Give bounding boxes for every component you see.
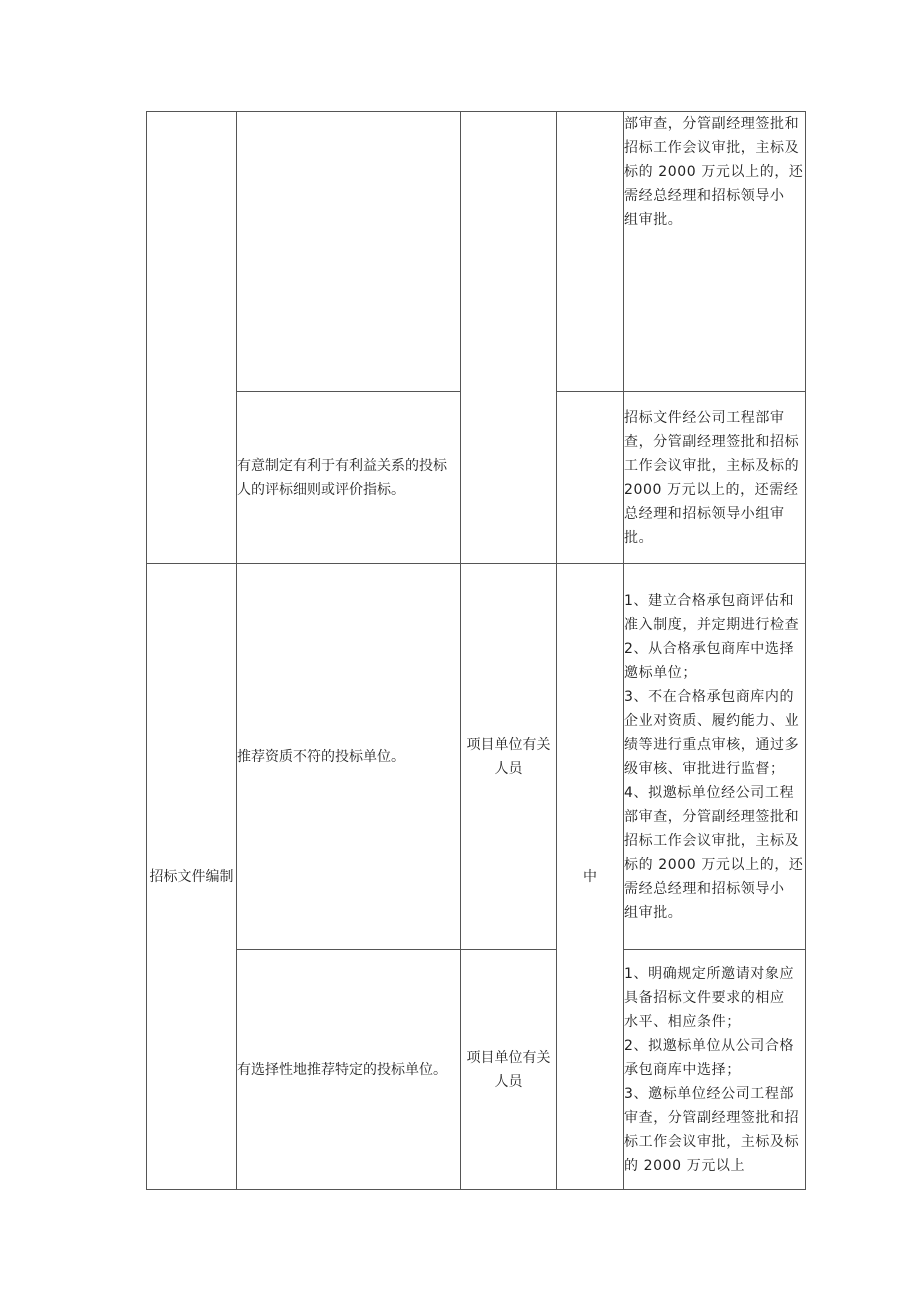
measure-line: 需经总经理和招标领导小 xyxy=(624,188,785,204)
table-row xyxy=(147,112,806,392)
control-measure-cell xyxy=(624,112,806,392)
measure-line: 招标工作会议审批，主标及 xyxy=(624,140,800,156)
risk-point-cell: 有选择性地推荐特定的投标单位。 xyxy=(237,950,461,1190)
measure-line: 招标工作会议审批，主标及 xyxy=(624,832,800,849)
stage-cell-empty xyxy=(147,112,237,564)
measure-line: 的 2000 万元以上 xyxy=(624,1157,746,1174)
control-measure-cell xyxy=(624,564,806,950)
measure-line: 4、拟邀标单位经公司工程 xyxy=(624,784,795,801)
risk-point-cell: 有意制定有利于有利益关系的投标人的评标细则或评价指标。 xyxy=(237,392,461,564)
table-row xyxy=(147,564,806,950)
measure-line: 1、明确规定所邀请对象应 xyxy=(624,965,795,982)
measure-line: 2、拟邀标单位从公司合格 xyxy=(624,1037,795,1054)
control-measure-cell xyxy=(624,950,806,1190)
measure-line: 级审核、审批进行监督； xyxy=(624,760,785,777)
risk-control-table xyxy=(146,111,806,1190)
measure-line: 批。 xyxy=(624,529,654,546)
measure-line: 承包商库中选择； xyxy=(624,1061,741,1078)
responsible-cell: 项目单位有关人员 xyxy=(461,950,557,1190)
measure-line: 部审查，分管副经理签批和 xyxy=(624,116,800,132)
level-cell-empty xyxy=(557,112,624,392)
measure-line: 标的 2000 万元以上的，还 xyxy=(624,856,804,873)
table-row xyxy=(147,950,806,1190)
measure-line: 组审批。 xyxy=(624,904,683,921)
measure-line: 招标文件经公司工程部审 xyxy=(624,409,785,426)
measure-line: 标工作会议审批，主标及标 xyxy=(624,1133,800,1150)
risk-point-cell: 推荐资质不符的投标单位。 xyxy=(237,564,461,950)
control-measure-cell xyxy=(624,392,806,564)
measure-line: 查，分管副经理签批和招标 xyxy=(624,433,800,450)
measure-line: 部审查，分管副经理签批和 xyxy=(624,808,800,825)
measure-line: 总经理和招标领导小组审 xyxy=(624,505,785,522)
responsible-cell-empty xyxy=(461,112,557,564)
measure-line: 审查，分管副经理签批和招 xyxy=(624,1109,800,1126)
risk-level-cell: 中 xyxy=(557,564,624,1190)
measure-line: 标的 2000 万元以上的，还 xyxy=(624,164,804,180)
measure-line: 邀标单位； xyxy=(624,664,697,681)
measure-line: 2000 万元以上的，还需经 xyxy=(624,481,799,498)
measure-line: 绩等进行重点审核，通过多 xyxy=(624,736,800,753)
measure-line: 3、不在合格承包商库内的 xyxy=(624,688,795,705)
risk-point-cell-empty xyxy=(237,112,461,392)
measure-line: 水平、相应条件； xyxy=(624,1013,741,1030)
measure-line: 2、从合格承包商库中选择 xyxy=(624,640,795,657)
measure-line: 工作会议审批，主标及标的 xyxy=(624,457,800,474)
measure-line: 组审批。 xyxy=(624,212,683,228)
measure-line: 具备招标文件要求的相应 xyxy=(624,989,785,1006)
measure-line: 1、建立合格承包商评估和 xyxy=(624,592,795,609)
responsible-cell: 项目单位有关人员 xyxy=(461,564,557,950)
measure-line: 3、邀标单位经公司工程部 xyxy=(624,1085,795,1102)
measure-line: 需经总经理和招标领导小 xyxy=(624,880,785,897)
measure-line: 企业对资质、履约能力、业 xyxy=(624,712,800,729)
level-cell-empty xyxy=(557,392,624,564)
measure-line: 准入制度，并定期进行检查 xyxy=(624,616,800,633)
stage-cell: 招标文件编制 xyxy=(147,564,237,1190)
